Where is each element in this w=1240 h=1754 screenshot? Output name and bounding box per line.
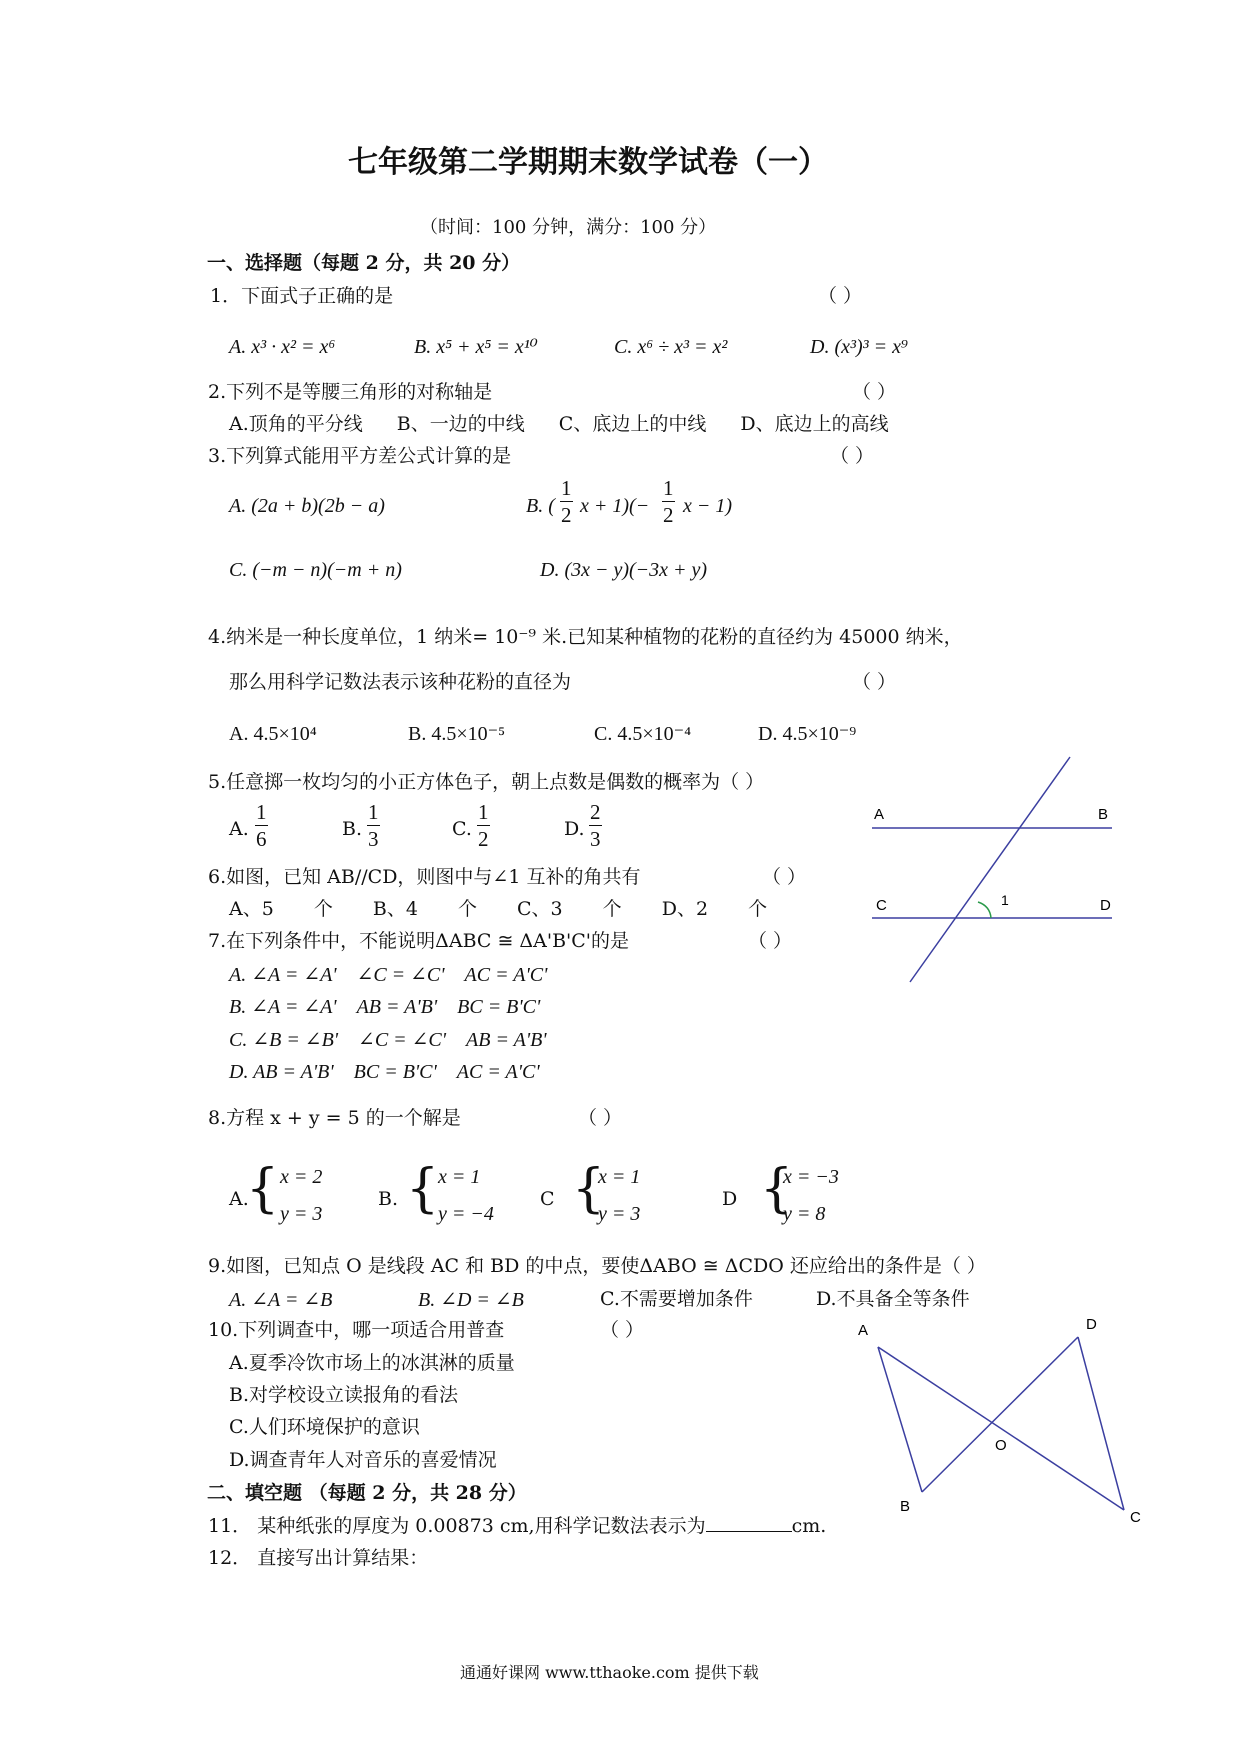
segment-ab: [878, 1347, 922, 1492]
numerator: 1: [478, 800, 489, 824]
q9-option-c: C.不需要增加条件: [600, 1288, 753, 1310]
q11-unit: cm.: [791, 1515, 827, 1537]
q3-fraction-half-1: [560, 478, 573, 526]
denominator: 6: [256, 827, 267, 851]
question-8-paren: （ ）: [578, 1107, 623, 1129]
numerator: 2: [590, 800, 601, 824]
figure-parallel-lines: [860, 750, 1130, 990]
question-1-stem: 1．下面式子正确的是: [210, 285, 394, 307]
label-b: B: [1098, 806, 1109, 823]
denominator: 3: [590, 827, 601, 851]
page-title: 七年级第二学期期末数学试卷（一）: [348, 145, 828, 180]
q5-fraction-d: [589, 802, 602, 850]
q3-option-b-part1: B. (: [526, 495, 555, 517]
question-6-paren: （ ）: [762, 866, 807, 888]
q5-fraction-b: [367, 802, 380, 850]
q8-label-b: B.: [378, 1188, 399, 1210]
q1-option-c: C. x⁶ ÷ x³ = x²: [614, 336, 728, 358]
q8-b-eq1: x = 1: [438, 1166, 481, 1188]
question-10-paren: （ ）: [600, 1319, 645, 1341]
footer: 通通好课网 www.tthaoke.com 提供下载: [460, 1663, 759, 1682]
label-o: O: [995, 1437, 1007, 1454]
q10-option-c: C.人们环境保护的意识: [229, 1416, 420, 1438]
q7-option-c: C. ∠B = ∠B' ∠C = ∠C' AB = A'B': [229, 1029, 547, 1051]
question-9-stem: 9.如图，已知点 O 是线段 AC 和 BD 的中点，要使ΔABO ≅ ΔCDO 还应给出的条件是（ ）: [208, 1255, 986, 1277]
q8-d-eq2: y = 8: [783, 1203, 826, 1225]
q4-option-a: A. 4.5×10⁴: [229, 723, 317, 745]
q10-option-d: D.调查青年人对音乐的喜爱情况: [229, 1449, 497, 1471]
q8-brace-a: {: [246, 1159, 280, 1219]
q7-option-b: B. ∠A = ∠A' AB = A'B' BC = B'C': [229, 996, 541, 1018]
q5-fraction-c: [477, 802, 490, 850]
q3-option-b-part3: x − 1): [683, 495, 733, 517]
q6-options: A、5 个 B、4 个 C、3 个 D、2 个: [229, 898, 768, 920]
denominator: 2: [478, 827, 489, 851]
label-d: D: [1086, 1316, 1097, 1333]
q8-label-c: C: [540, 1188, 555, 1210]
answer-blank[interactable]: [706, 1517, 792, 1532]
q8-label-d: D: [722, 1188, 738, 1210]
section-heading-fill: 二、填空题 （每题 2 分，共 28 分）: [207, 1482, 527, 1504]
q1-option-d: D. (x³)³ = x⁹: [810, 336, 908, 358]
question-10-stem: 10.下列调查中，哪一项适合用普查: [208, 1319, 505, 1341]
q1-option-b: B. x⁵ + x⁵ = x¹⁰: [414, 336, 538, 358]
q8-brace-b: {: [406, 1159, 440, 1219]
q8-brace-d: {: [760, 1159, 794, 1219]
q1-option-a: A. x³ · x² = x⁶: [229, 336, 336, 358]
q8-a-eq1: x = 2: [280, 1166, 323, 1188]
q3-option-b-part2: x + 1)(−: [580, 495, 650, 517]
question-4-line2: 那么用科学记数法表示该种花粉的直径为: [229, 671, 572, 693]
question-7-stem: 7.在下列条件中，不能说明ΔABC ≅ ΔA'B'C'的是: [208, 930, 630, 952]
q8-b-eq2: y = −4: [438, 1203, 494, 1225]
q3-fraction-half-2: [662, 478, 675, 526]
angle-1-arc: [978, 902, 991, 918]
q8-d-eq1: x = −3: [783, 1166, 839, 1188]
question-3-stem: 3.下列算式能用平方差公式计算的是: [208, 445, 512, 467]
question-7-paren: （ ）: [748, 930, 793, 952]
question-12: 12． 直接写出计算结果：: [208, 1547, 429, 1569]
question-6-stem: 6.如图，已知 AB//CD，则图中与∠1 互补的角共有: [208, 866, 641, 888]
label-a: A: [874, 806, 885, 823]
question-2-paren: （ ）: [852, 381, 897, 403]
q9-option-d: D.不具备全等条件: [816, 1288, 970, 1310]
numerator: 1: [368, 800, 379, 824]
figure-congruent-triangles: [840, 1305, 1170, 1545]
q3-option-a: A. (2a + b)(2b − a): [229, 495, 385, 517]
numerator: 1: [663, 476, 674, 500]
q2-options: A.顶角的平分线 B、一边的中线 C、底边上的中线 D、底边上的高线: [229, 413, 889, 435]
transversal-line: [910, 757, 1070, 982]
section-heading-choice: 一、选择题（每题 2 分，共 20 分）: [207, 252, 521, 274]
numerator: 1: [561, 476, 572, 500]
question-1-paren: （ ）: [818, 285, 863, 307]
q4-option-b: B. 4.5×10⁻⁵: [408, 723, 506, 745]
label-b: B: [900, 1498, 911, 1515]
q3-option-d: D. (3x − y)(−3x + y): [540, 559, 708, 581]
question-4-line1: 4.纳米是一种长度单位，1 纳米= 10⁻⁹ 米.已知某种植物的花粉的直径约为 45000 纳米，: [208, 626, 963, 648]
q4-option-c: C. 4.5×10⁻⁴: [594, 723, 692, 745]
question-11: [208, 1517, 826, 1536]
q8-a-eq2: y = 3: [280, 1203, 323, 1225]
q5-label-c: C.: [452, 818, 472, 840]
subtitle: （时间：100 分钟，满分：100 分）: [420, 217, 717, 238]
q8-label-a: A.: [229, 1188, 249, 1210]
denominator: 2: [663, 503, 674, 527]
q3-option-c: C. (−m − n)(−m + n): [229, 559, 402, 581]
q7-option-d: D. AB = A'B' BC = B'C' AC = A'C': [229, 1061, 540, 1083]
q8-brace-c: {: [572, 1159, 606, 1219]
q8-c-eq1: x = 1: [598, 1166, 641, 1188]
question-8-stem: 8.方程 x + y = 5 的一个解是: [208, 1107, 461, 1129]
label-d: D: [1100, 897, 1111, 914]
denominator: 2: [561, 503, 572, 527]
q9-option-a: A. ∠A = ∠B: [229, 1289, 333, 1311]
q7-option-a: A. ∠A = ∠A' ∠C = ∠C' AC = A'C': [229, 964, 548, 986]
question-5-stem: 5.任意掷一枚均匀的小正方体色子，朝上点数是偶数的概率为（ ）: [208, 771, 765, 793]
q4-option-d: D. 4.5×10⁻⁹: [758, 723, 857, 745]
q9-option-b: B. ∠D = ∠B: [418, 1289, 524, 1311]
q11-text: 11． 某种纸张的厚度为 0.00873 cm,用科学记数法表示为: [208, 1515, 706, 1537]
q5-label-b: B.: [342, 818, 363, 840]
label-c: C: [1130, 1509, 1141, 1526]
label-a: A: [858, 1322, 869, 1339]
label-angle-1: 1: [1001, 892, 1009, 908]
question-3-paren: （ ）: [830, 445, 875, 467]
question-2-stem: 2.下列不是等腰三角形的对称轴是: [208, 381, 493, 403]
q8-c-eq2: y = 3: [598, 1203, 641, 1225]
q10-option-a: A.夏季冷饮市场上的冰淇淋的质量: [229, 1352, 515, 1374]
q5-fraction-a: [255, 802, 268, 850]
question-4-paren: （ ）: [852, 671, 897, 693]
denominator: 3: [368, 827, 379, 851]
label-c: C: [876, 897, 887, 914]
q5-label-a: A.: [229, 818, 249, 840]
q5-label-d: D.: [564, 818, 585, 840]
q10-option-b: B.对学校设立读报角的看法: [229, 1384, 459, 1406]
segment-bd: [922, 1337, 1078, 1492]
numerator: 1: [256, 800, 267, 824]
